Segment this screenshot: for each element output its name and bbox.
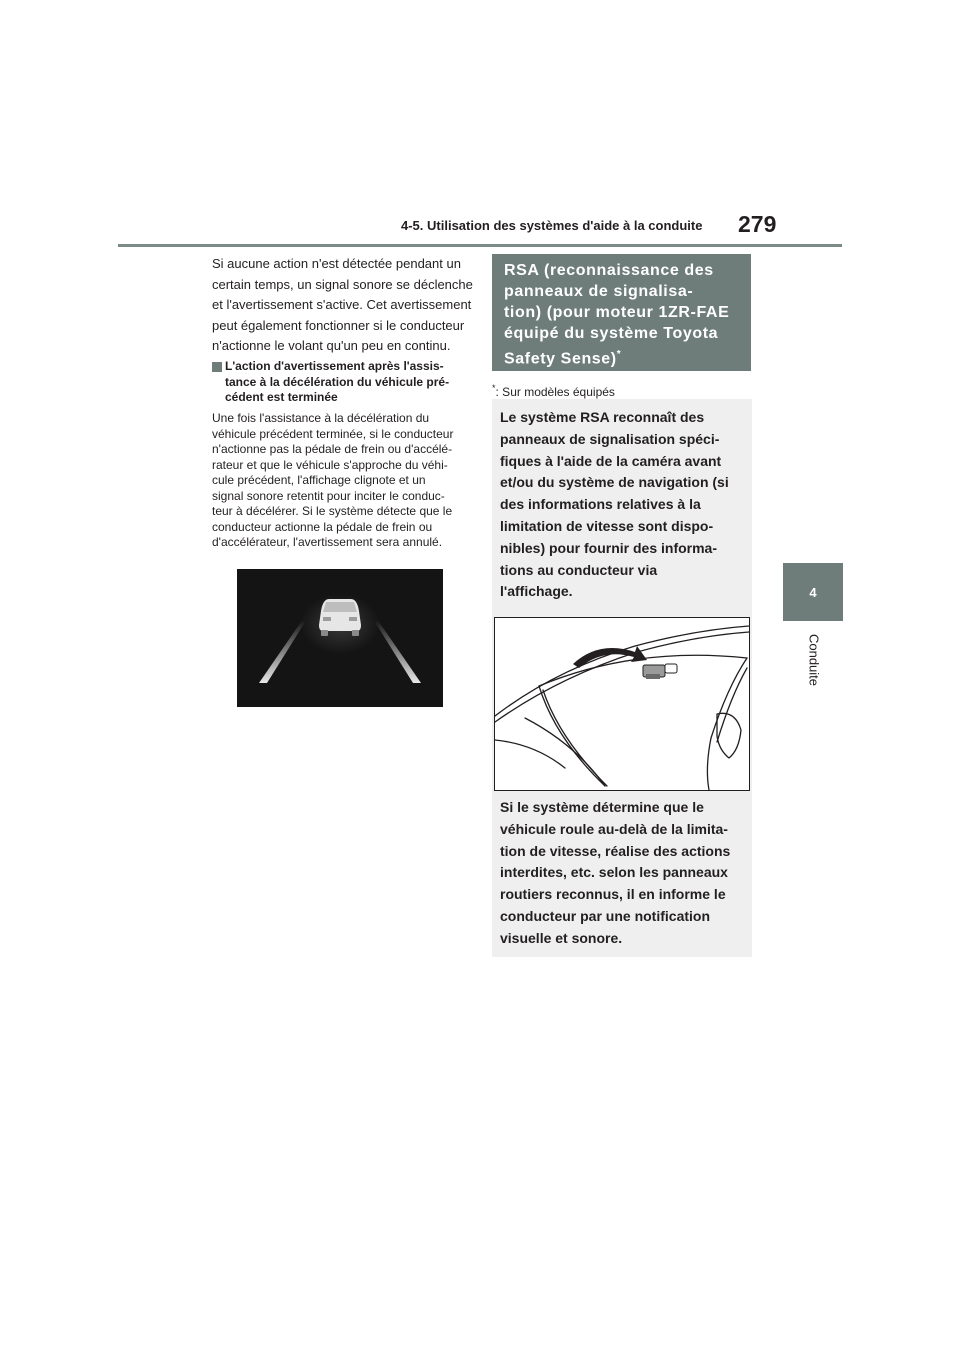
front-camera-illustration bbox=[494, 617, 750, 791]
chapter-tab bbox=[783, 563, 843, 621]
car-icon bbox=[319, 599, 361, 636]
square-bullet-icon bbox=[212, 362, 222, 372]
chapter-number: 4 bbox=[809, 584, 817, 600]
rsa-notification-text: Si le système détermine que le véhicule roule au-delà de la limita- tion de vitesse, réalise des actions interdites, etc. selon les panneaux routiers reconnus, il en informe le conducteur par une notification visuelle et sonore. bbox=[500, 799, 731, 946]
subsection-heading: L'action d'avertissement après l'assis- tance à la décélération du véhicule pré- cédent est terminée bbox=[212, 359, 487, 406]
roof-edge bbox=[495, 626, 749, 716]
warning-description: Une fois l'assistance à la décélération du véhicule précédent terminée, si le conducteur n'actionne pas la pédale de frein ou d'accélé- rateur et que le véhicule s'approche du véhi- cule précédent, l'affichage clignote et un signal sonore retentit pour inciter le conduc- teur à décélérer. Si le système détecte que le conducteur actionne la pédale de frein ou d'accélérateur, l'avertissement sera annulé. bbox=[212, 411, 454, 549]
rsa-description: Le système RSA reconnaît des panneaux de signalisation spéci- fiques à l'aide de la caméra avant et/ou du système de navigation (si des informations relatives à la limitation de vitesse sont dispo- nibles) pour fournir des informa- tions au conducteur via l'affichage. bbox=[500, 409, 729, 600]
warning-display-illustration bbox=[237, 569, 443, 707]
page-number: 279 bbox=[738, 211, 777, 237]
section-title: 4-5. Utilisation des systèmes d'aide à la conduite bbox=[401, 218, 703, 233]
rsa-section-heading: RSA (reconnaissance des panneaux de signalisa- tion) (pour moteur 1ZR-FAE équipé du système Toyota Safety Sense)* bbox=[492, 254, 751, 371]
footnote-symbol: * bbox=[492, 383, 496, 393]
chapter-label: Conduite bbox=[806, 633, 822, 687]
camera-icon bbox=[643, 664, 677, 679]
footnote-marker: * bbox=[616, 349, 622, 360]
footnote: *: Sur modèles équipés bbox=[492, 383, 615, 399]
vehicle-lanes-graphic bbox=[237, 569, 443, 707]
header-divider bbox=[118, 244, 842, 247]
intro-paragraph: Si aucune action n'est détectée pendant un certain temps, un signal sonore se déclenche et l'avertissement s'active. Cet avertissement peut également fonctionner si le conducteur n'actionne le volant qu'un peu en continu. bbox=[212, 256, 473, 353]
windshield-camera-graphic bbox=[495, 618, 749, 790]
side-mirror bbox=[717, 713, 741, 758]
